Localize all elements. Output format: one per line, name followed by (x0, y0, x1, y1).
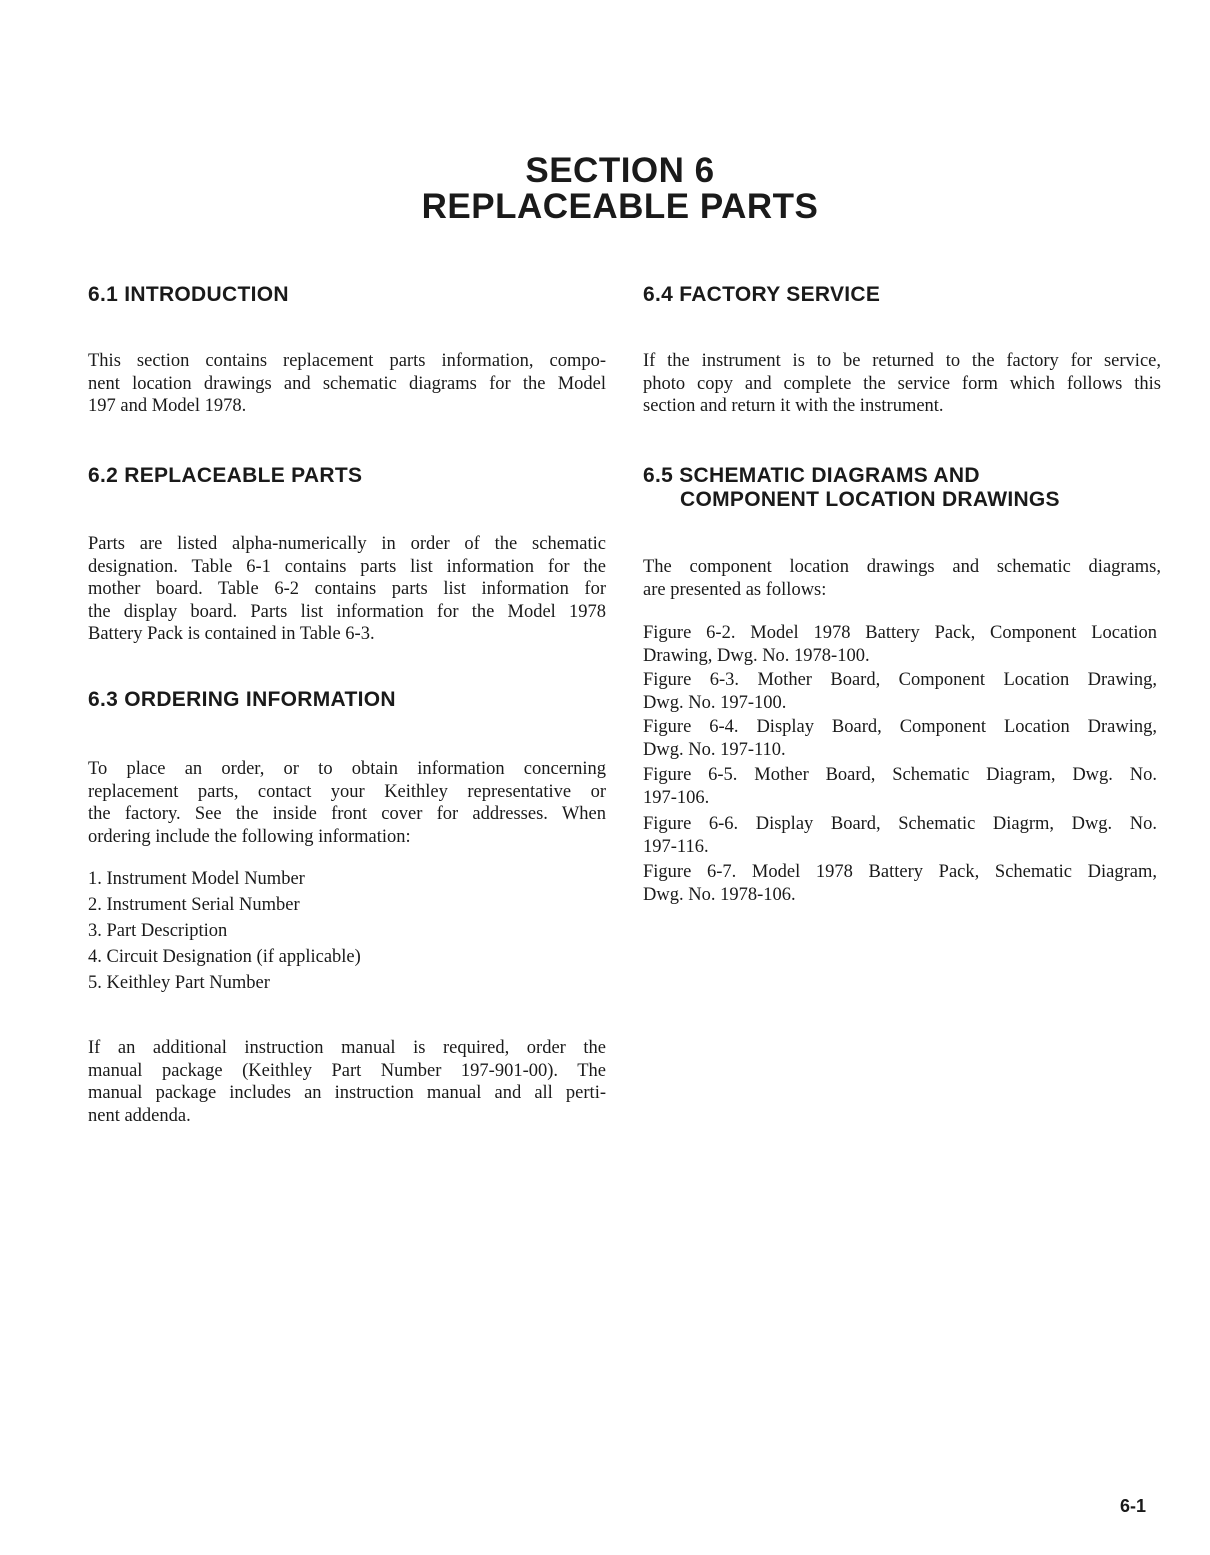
heading-line: 6.5 SCHEMATIC DIAGRAMS AND (643, 464, 980, 487)
figure-line: Figure 6-5. Mother Board, Schematic Diagram, Dwg. No. (643, 765, 1157, 785)
text-line: If the instrument is to be returned to the factory for service, (643, 351, 1161, 371)
figure-line: Figure 6-4. Display Board, Component Location Drawing, (643, 717, 1157, 737)
text-line: This section contains replacement parts information, compo- (88, 351, 606, 371)
heading-6-2: 6.2 REPLACEABLE PARTS (88, 464, 363, 487)
paragraph-factory-service (643, 350, 1161, 418)
figure-entry (643, 861, 1157, 906)
paragraph-schematics (643, 556, 1161, 601)
figure-line: Figure 6-3. Mother Board, Component Location Drawing, (643, 670, 1157, 690)
paragraph-introduction (88, 350, 606, 418)
text-line: 197 and Model 1978. (88, 396, 247, 416)
text-line: nent addenda. (88, 1105, 191, 1126)
text-line: manual package (Keithley Part Number 197-901-00). The (88, 1060, 606, 1081)
figure-entry (643, 764, 1157, 809)
list-item: 1. Instrument Model Number (88, 869, 305, 889)
text-line: mother board. Table 6-2 contains parts list information for (88, 579, 606, 599)
figure-entry (643, 813, 1157, 858)
section-number: SECTION 6 (525, 151, 715, 190)
text-line: designation. Table 6-1 contains parts list information for the (88, 556, 606, 577)
section-title (0, 153, 1210, 225)
list-item: 4. Circuit Designation (if applicable) (88, 947, 361, 967)
figure-entry (643, 622, 1157, 667)
text-line: replacement parts, contact your Keithley representative or (88, 781, 606, 802)
text-line: photo copy and complete the service form which follows this (643, 373, 1161, 394)
heading-6-5 (643, 464, 1060, 512)
figure-line: Figure 6-6. Display Board, Schematic Diagrm, Dwg. No. (643, 814, 1157, 834)
figure-line: 197-116. (643, 836, 709, 857)
figure-line: Drawing, Dwg. No. 1978-100. (643, 645, 870, 666)
text-line: the display board. Parts list information for the Model 1978 (88, 601, 606, 622)
paragraph-manual (88, 1037, 606, 1127)
figure-line: 197-106. (643, 787, 710, 808)
heading-6-4: 6.4 FACTORY SERVICE (643, 283, 881, 306)
text-line: nent location drawings and schematic diagrams for the Model (88, 373, 606, 394)
list-item: 5. Keithley Part Number (88, 973, 270, 993)
paragraph-ordering (88, 758, 606, 848)
text-line: If an additional instruction manual is required, order the (88, 1038, 606, 1058)
text-line: the factory. See the inside front cover for addresses. When (88, 804, 606, 824)
section-heading: REPLACEABLE PARTS (421, 187, 819, 226)
figure-line: Dwg. No. 197-110. (643, 739, 786, 760)
heading-6-1: 6.1 INTRODUCTION (88, 283, 289, 306)
text-line: are presented as follows: (643, 579, 827, 600)
text-line: To place an order, or to obtain information concerning (88, 759, 606, 779)
heading-line: COMPONENT LOCATION DRAWINGS (680, 488, 1060, 511)
paragraph-replaceable-parts (88, 533, 606, 646)
text-line: ordering include the following information: (88, 826, 411, 847)
figure-line: Dwg. No. 1978-106. (643, 884, 796, 905)
figure-entry (643, 716, 1157, 761)
figure-line: Figure 6-2. Model 1978 Battery Pack, Component Location (643, 623, 1157, 643)
list-item: 2. Instrument Serial Number (88, 895, 300, 915)
page-number: 6-1 (1120, 1496, 1147, 1516)
ordering-info-list (88, 866, 361, 996)
heading-6-3: 6.3 ORDERING INFORMATION (88, 688, 396, 711)
text-line: The component location drawings and schematic diagrams, (643, 557, 1161, 577)
list-item: 3. Part Description (88, 921, 228, 941)
text-line: section and return it with the instrument. (643, 396, 944, 416)
text-line: Battery Pack is contained in Table 6-3. (88, 624, 375, 644)
text-line: manual package includes an instruction manual and all perti- (88, 1083, 606, 1103)
figure-line: Dwg. No. 197-100. (643, 692, 787, 713)
text-line: Parts are listed alpha-numerically in order of the schematic (88, 534, 606, 554)
figure-entry (643, 669, 1157, 714)
figure-line: Figure 6-7. Model 1978 Battery Pack, Schematic Diagram, (643, 862, 1157, 882)
